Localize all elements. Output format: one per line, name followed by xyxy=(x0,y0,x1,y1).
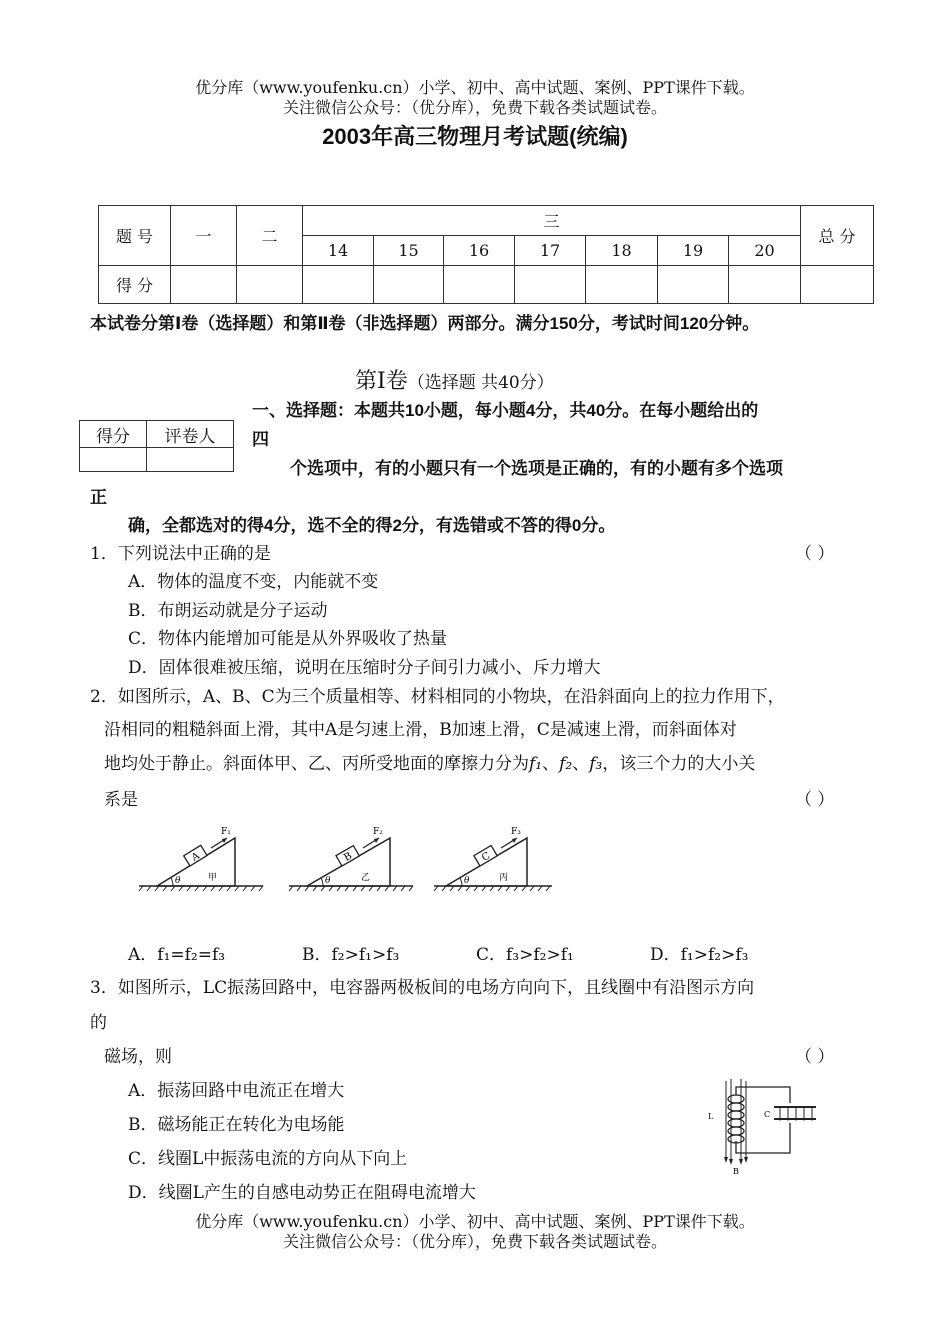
q3-option-d: D．线圈L产生的自感电动势正在阻碍电流增大 xyxy=(128,1183,476,1203)
grader-score-label: 得分 xyxy=(80,421,147,448)
angle-theta: θ xyxy=(325,876,331,886)
section-1-line-1-wrap: 四 xyxy=(252,430,269,449)
score-cell[interactable] xyxy=(586,266,658,304)
q1-option-b: B．布朗运动就是分子运动 xyxy=(128,601,328,621)
grader-table xyxy=(79,420,234,472)
header-line-1: 优分库（www.youfenku.cn）小学、初中、高中试题、案例、PPT课件下载。 xyxy=(195,78,755,97)
col-part-3: 三 xyxy=(303,206,801,236)
footer-line-2: 关注微信公众号：（优分库），免费下载各类试题试卷。 xyxy=(282,1232,667,1251)
col-total: 总 分 xyxy=(801,206,874,266)
col-q16: 16 xyxy=(444,236,515,266)
q2-option-c: C．f₃>f₂>f₁ xyxy=(476,945,574,965)
angle-theta: θ xyxy=(464,876,470,886)
section-1-line-2: 个选项中，有的小题只有一个选项是正确的，有的小题有多个选项 xyxy=(290,459,783,478)
q3-option-c: C．线圈L中振荡电流的方向从下向上 xyxy=(128,1149,408,1169)
section-1-line-1: 一、选择题：本题共10小题，每小题4分，共40分。在每小题给出的 xyxy=(252,401,759,420)
angle-theta: θ xyxy=(175,876,181,886)
q3-line-1: 3．如图所示，LC振荡回路中，电容器两极板间的电场方向向下，且线圈中有沿图示方向 xyxy=(90,978,755,998)
inductor-label: L xyxy=(708,1112,714,1121)
q2-f1: f₁ xyxy=(529,754,543,774)
score-cell[interactable] xyxy=(171,266,237,304)
score-cell[interactable] xyxy=(658,266,729,304)
score-table xyxy=(98,205,874,304)
header-line-2: 关注微信公众号：（优分库），免费下载各类试题试卷。 xyxy=(282,98,667,117)
force-f3: F₃ xyxy=(511,827,521,837)
q2-sep: 、 xyxy=(572,754,590,774)
col-q17: 17 xyxy=(515,236,586,266)
capacitor-label: C xyxy=(764,1110,771,1119)
q1-option-c: C．物体内能增加可能是从外界吸收了热量 xyxy=(128,629,448,649)
q2-line-2: 沿相同的粗糙斜面上滑，其中A是匀速上滑，B加速上滑，C是减速上滑，而斜面体对 xyxy=(104,720,737,740)
q2-line-4: 系是 xyxy=(104,790,138,810)
col-part-1: 一 xyxy=(171,206,237,266)
q1-option-d: D．固体很难被压缩，说明在压缩时分子间引力减小、斥力增大 xyxy=(128,658,601,678)
block-b: B xyxy=(342,850,355,864)
lc-circuit-figure xyxy=(700,1075,830,1177)
incline-figure-bing xyxy=(434,827,552,891)
force-f2: F₂ xyxy=(373,827,383,837)
q1-stem: 1．下列说法中正确的是 xyxy=(90,544,271,564)
col-q19: 19 xyxy=(658,236,729,266)
q3-option-b: B．磁场能正在转化为电场能 xyxy=(128,1115,345,1135)
q2-option-d: D．f₁>f₂>f₃ xyxy=(650,945,749,965)
exam-intro: 本试卷分第Ⅰ卷（选择题）和第Ⅱ卷（非选择题）两部分。满分150分，考试时间120分钟。 xyxy=(90,314,760,333)
incline-label-jia: 甲 xyxy=(208,873,218,883)
q2-sep: 、 xyxy=(542,754,560,774)
score-cell[interactable] xyxy=(729,266,801,304)
q3-answer-paren[interactable]: （ ） xyxy=(795,1047,835,1067)
incline-figures xyxy=(135,822,560,894)
col-part-2: 二 xyxy=(237,206,303,266)
q2-option-b: B．f₂>f₁>f₃ xyxy=(302,945,400,965)
col-q18: 18 xyxy=(586,236,658,266)
part-1-heading xyxy=(355,364,554,395)
block-c: C xyxy=(480,850,493,864)
q3-option-a: A．振荡回路中电流正在增大 xyxy=(128,1081,345,1101)
q2-f3: f₃ xyxy=(589,754,603,774)
block-a: A xyxy=(189,850,202,864)
q2-f2: f₂ xyxy=(559,754,573,774)
incline-figure-jia xyxy=(139,827,263,891)
incline-label-yi: 乙 xyxy=(361,873,371,883)
q2-option-a: A．f₁=f₂=f₃ xyxy=(128,945,226,965)
part-1-subtitle: （选择题 共40分） xyxy=(407,373,554,393)
q2-line-3-b: ，该三个力的大小关 xyxy=(602,754,756,774)
page-title: 2003年高三物理月考试题(统编) xyxy=(322,124,628,149)
grader-name-label: 评卷人 xyxy=(147,421,234,448)
col-q14: 14 xyxy=(303,236,374,266)
section-1-line-2-wrap: 正 xyxy=(90,488,107,507)
col-q20: 20 xyxy=(729,236,801,266)
q2-line-1: 2．如图所示，A、B、C为三个质量相等、材料相同的小物块，在沿斜面向上的拉力作用下， xyxy=(90,687,785,707)
grader-name-cell[interactable] xyxy=(147,448,234,472)
col-q15: 15 xyxy=(374,236,444,266)
q1-answer-paren[interactable]: （ ） xyxy=(795,544,835,564)
score-cell[interactable] xyxy=(515,266,586,304)
score-cell[interactable] xyxy=(801,266,874,304)
section-1-line-3: 确，全都选对的得4分，选不全的得2分，有选错或不答的得0分。 xyxy=(128,516,616,535)
score-cell[interactable] xyxy=(303,266,374,304)
q3-line-1-wrap: 的 xyxy=(90,1013,107,1033)
incline-figure-yi xyxy=(289,827,413,891)
grader-score-cell[interactable] xyxy=(80,448,147,472)
score-cell[interactable] xyxy=(237,266,303,304)
footer-line-1: 优分库（www.youfenku.cn）小学、初中、高中试题、案例、PPT课件下载。 xyxy=(195,1212,755,1231)
score-cell[interactable] xyxy=(444,266,515,304)
row-label-question: 题 号 xyxy=(99,206,171,266)
q2-line-3-a: 地均处于静止。斜面体甲、乙、丙所受地面的摩擦力分为 xyxy=(104,754,529,774)
q3-line-2: 磁场，则 xyxy=(104,1047,172,1067)
q2-line-3 xyxy=(104,749,755,774)
q2-answer-paren[interactable]: （ ） xyxy=(795,790,835,810)
part-1-title: 第Ⅰ卷 xyxy=(355,369,408,394)
field-label: B xyxy=(733,1167,739,1176)
incline-label-bing: 丙 xyxy=(499,873,509,883)
q1-option-a: A．物体的温度不变，内能就不变 xyxy=(128,572,379,592)
score-cell[interactable] xyxy=(374,266,444,304)
row-label-score: 得 分 xyxy=(99,266,171,304)
force-f1: F₁ xyxy=(221,827,231,837)
